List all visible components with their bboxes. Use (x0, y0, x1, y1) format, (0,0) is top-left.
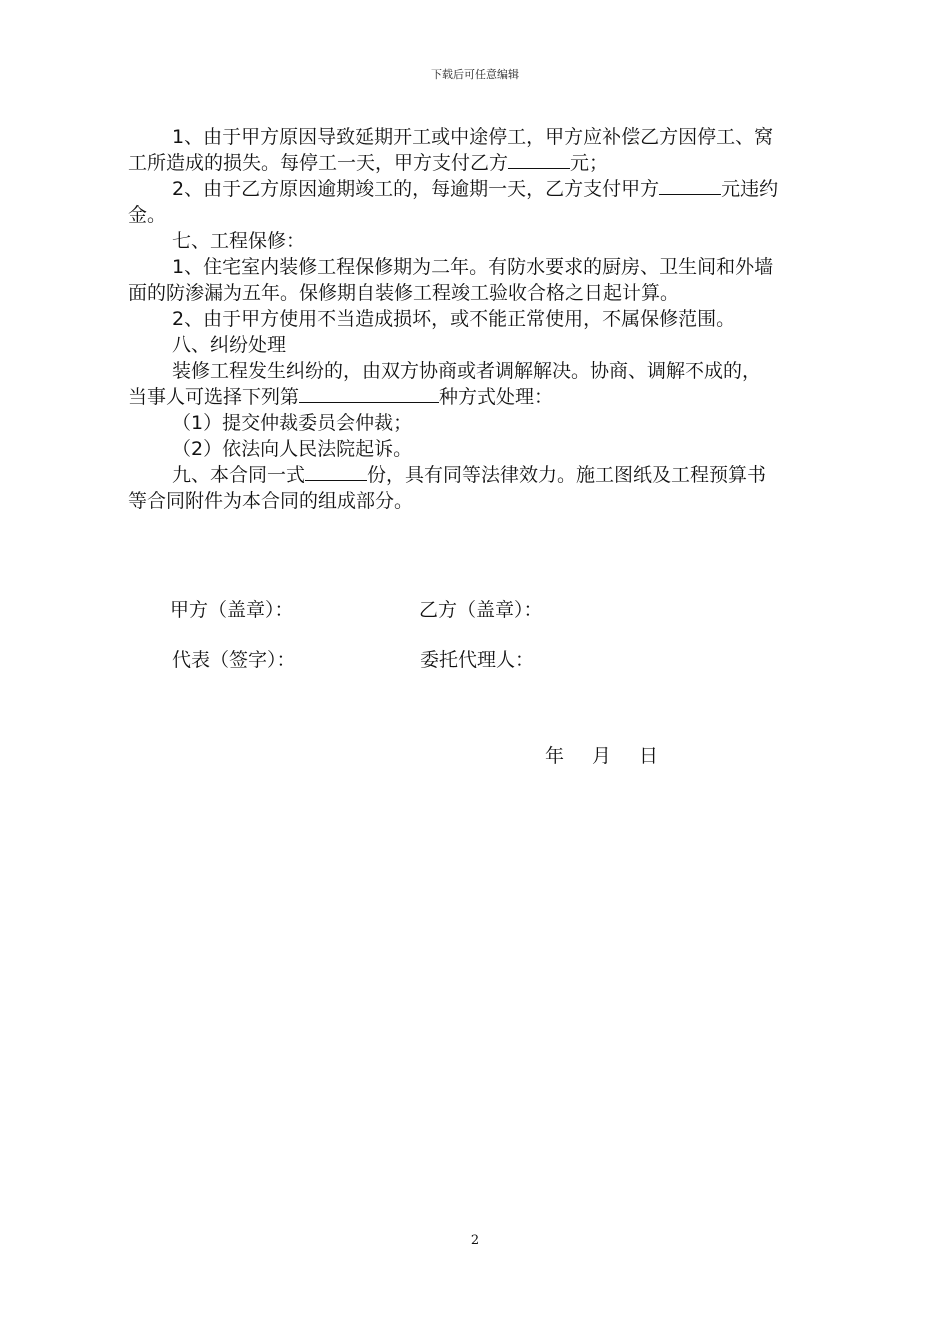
clause-warranty-period-cont (128, 280, 830, 306)
clause-text: 装修工程发生纠纷的，由双方协商或者调解解决。协商、调解不成的， (172, 360, 762, 382)
clause-text: 份，具有同等法律效力。施工图纸及工程预算书 (367, 464, 767, 486)
date-day-label: 日 (639, 745, 659, 767)
page-number: 2 (470, 1233, 480, 1248)
section-title-warranty: 七、工程保修： (172, 230, 306, 252)
fill-blank-daily-compensation (508, 150, 570, 169)
clause-text: 元违约 (721, 178, 779, 200)
party-b-seal-label: 乙方（盖章）： (419, 599, 543, 621)
clause-dispute-resolution-cont (128, 384, 830, 410)
clause-text: 1、住宅室内装修工程保修期为二年。有防水要求的厨房、卫生间和外墙 (172, 256, 774, 278)
fill-blank-copies (305, 462, 367, 481)
clause-text: 当事人可选择下列第 (128, 386, 300, 408)
clause-text: 等合同附件为本合同的组成部分。 (128, 490, 414, 512)
clause-warranty-period (128, 254, 830, 280)
date-month-label: 月 (592, 745, 612, 767)
clause-overdue-penalty (128, 176, 830, 202)
party-a-seal-label: 甲方（盖章）： (170, 599, 294, 621)
page-header: 下载后可任意编辑 (431, 68, 519, 81)
clause-text: 1、由于甲方原因导致延期开工或中途停工，甲方应补偿乙方因停工、窝 (172, 126, 774, 148)
signing-date (545, 741, 658, 768)
clause-warranty-exclusion: 2、由于甲方使用不当造成损坏，或不能正常使用，不属保修范围。 (172, 308, 736, 330)
party-a-representative-label: 代表（签字）： (172, 649, 296, 671)
fill-blank-daily-penalty (659, 176, 721, 195)
clause-text: 九、本合同一式 (172, 464, 306, 486)
clause-text: 种方式处理： (439, 386, 554, 408)
party-b-agent-label: 委托代理人： (420, 649, 535, 671)
clause-dispute-resolution (128, 358, 830, 384)
clause-overdue-penalty-cont (128, 202, 830, 228)
clause-text: 面的防渗漏为五年。保修期自装修工程竣工验收合格之日起计算。 (128, 282, 680, 304)
dispute-option-court: （2）依法向人民法院起诉。 (172, 438, 413, 460)
clause-copies (128, 462, 830, 488)
fill-blank-dispute-method (299, 384, 439, 403)
clause-delay-compensation-cont (128, 150, 830, 176)
clause-text: 元； (570, 152, 609, 174)
section-title-dispute: 八、纠纷处理 (172, 334, 287, 356)
date-year-label: 年 (545, 745, 565, 767)
clause-text: 工所造成的损失。每停工一天，甲方支付乙方 (128, 152, 509, 174)
clause-text: 2、由于乙方原因逾期竣工的，每逾期一天，乙方支付甲方 (172, 178, 660, 200)
clause-delay-compensation (128, 124, 830, 150)
clause-copies-cont (128, 488, 830, 514)
dispute-option-arbitration: （1）提交仲裁委员会仲裁； (172, 412, 413, 434)
contract-body (128, 124, 830, 514)
clause-text: 金。 (128, 204, 167, 226)
